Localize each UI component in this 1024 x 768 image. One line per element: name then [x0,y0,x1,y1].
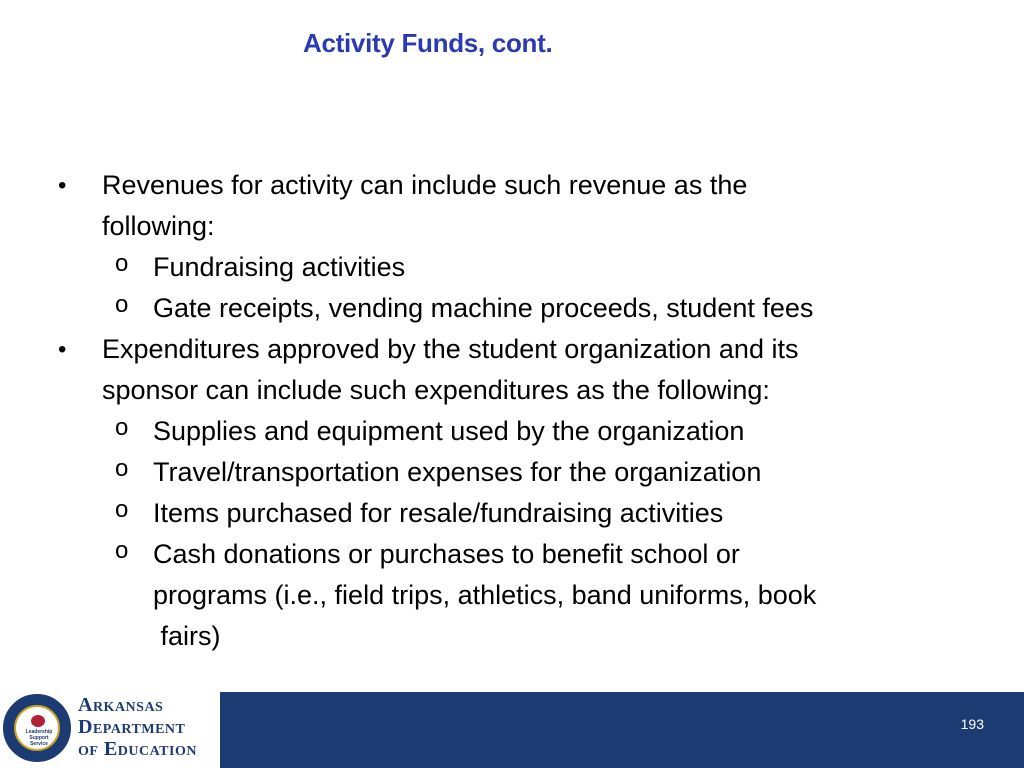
page-number: 193 [960,716,984,732]
logo-line: of Education [78,738,197,760]
sub-item-text: Fundraising activities [153,252,406,282]
sub-item-text-line: programs (i.e., field trips, athletics, band uniforms, book [153,580,817,610]
bullet-text-line: sponsor can include such expenditures as the following: [102,375,770,405]
apple-icon [31,715,45,727]
department-seal-icon [3,694,71,762]
bullet-text-line: following: [102,211,215,241]
sub-item-text: Supplies and equipment used by the organization [153,416,745,446]
bullet-marker: • [58,336,67,363]
logo-line: Department [78,716,186,738]
sub-marker: o [115,250,129,277]
sub-item [58,534,958,657]
sub-item-text-line: Cash donations or purchases to benefit school or [153,539,740,569]
sub-item [58,411,958,452]
arkansas-department-of-education-logo [0,690,220,768]
bullet-item-expenditures [58,329,958,411]
sub-marker: o [115,414,129,441]
logo-line: Arkansas [78,694,164,716]
sub-marker: o [115,537,129,564]
slide-title: Activity Funds, cont. [303,28,553,58]
sub-item [58,288,958,329]
sub-item [58,493,958,534]
bullet-marker: • [58,172,67,199]
sub-marker: o [115,291,129,318]
slide-content [58,165,958,657]
sub-item-text-line: fairs) [153,621,221,651]
sub-item-text: Gate receipts, vending machine proceeds, student fees [153,293,814,323]
bullet-text-line: Expenditures approved by the student organization and its [102,334,799,364]
sub-marker: o [115,455,129,482]
sub-item-text: Items purchased for resale/fundraising activities [153,498,724,528]
seal-text: Leadership Support Service [25,729,53,747]
sub-item [58,452,958,493]
bullet-item-revenues [58,165,958,247]
sub-item [58,247,958,288]
footer-bar [220,692,1024,768]
sub-marker: o [115,496,129,523]
logo-wordmark [78,694,197,760]
bullet-text-line: Revenues for activity can include such revenue as the [102,170,748,200]
sub-item-text: Travel/transportation expenses for the organization [153,457,762,487]
